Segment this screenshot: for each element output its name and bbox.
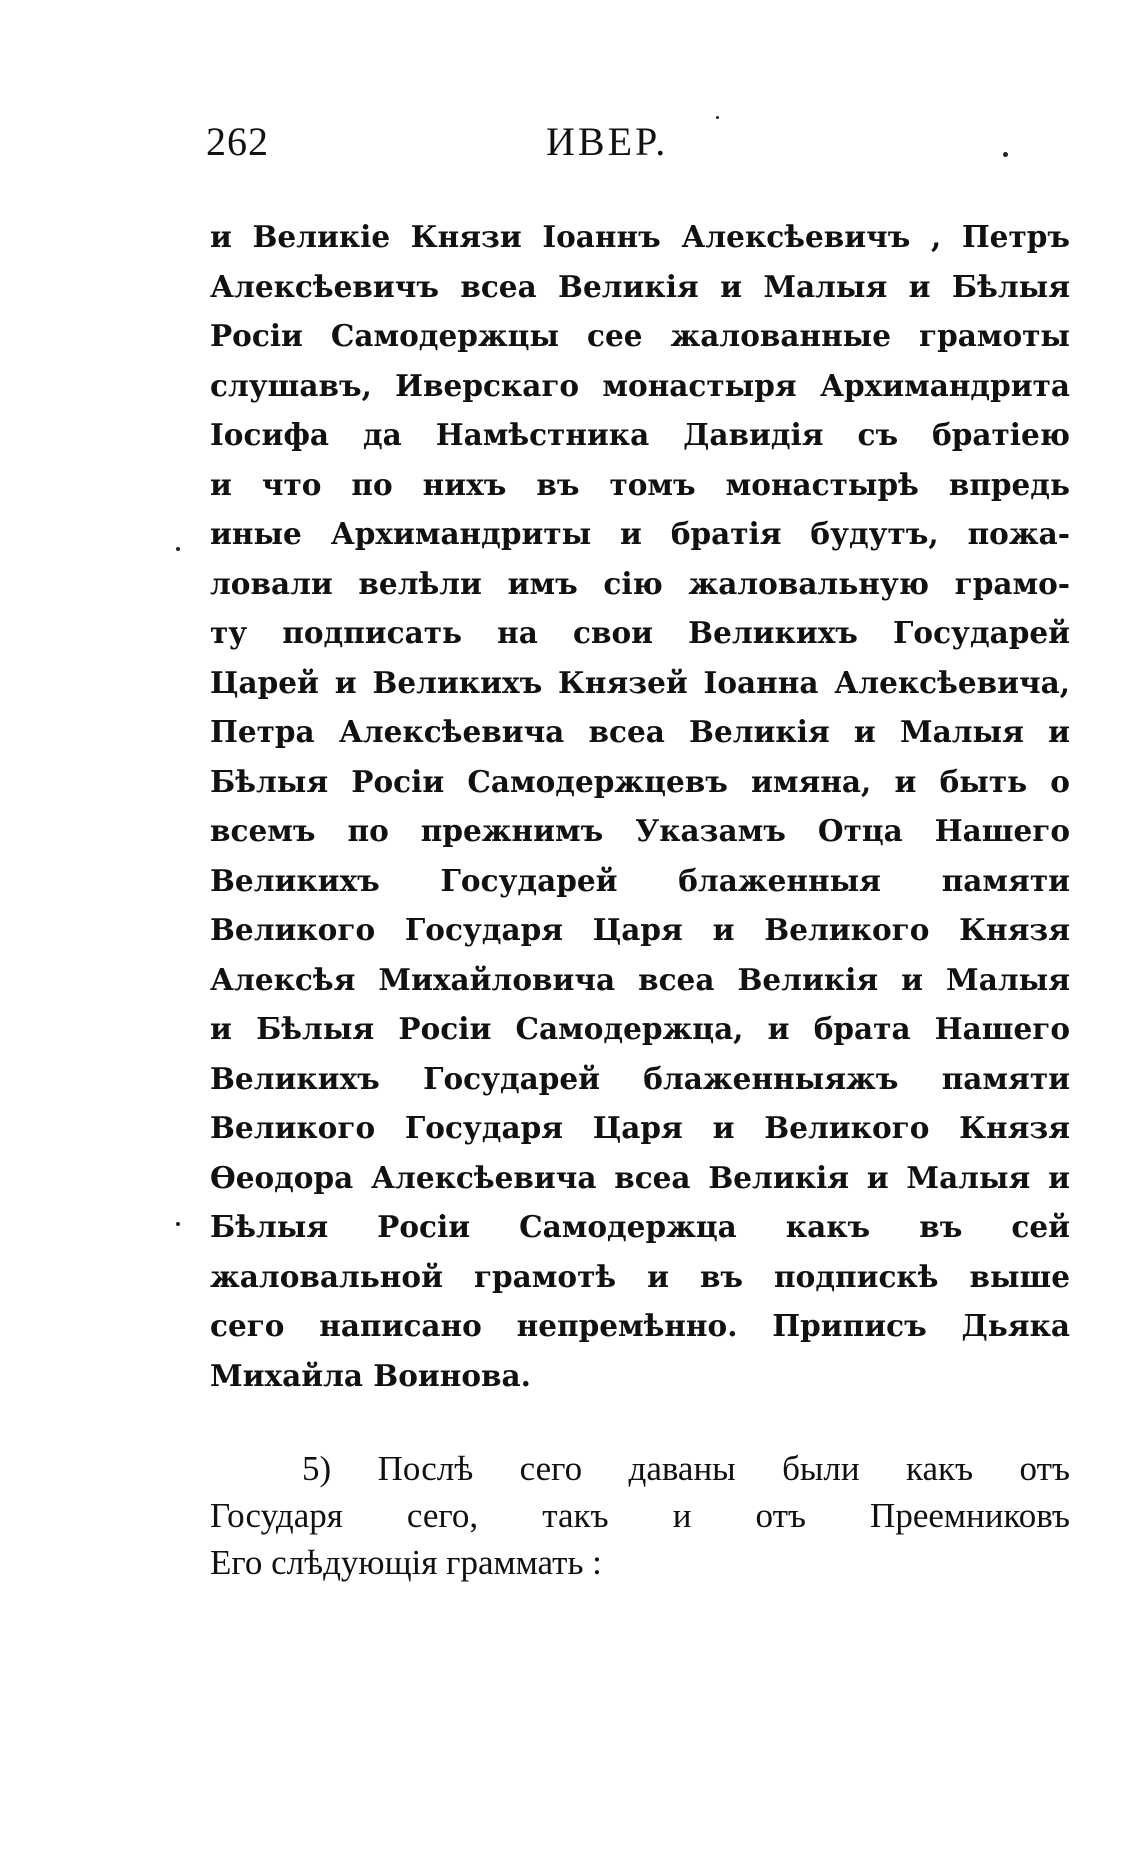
text-line: ловали велѣли имъ сію жаловальную грамо- xyxy=(210,565,1070,601)
page-number: 262 xyxy=(206,119,269,164)
page-header xyxy=(206,118,1026,168)
text-line: всемъ по прежнимъ Указамъ Отца Нашего xyxy=(210,813,1070,848)
text-line: Великого Государя Царя и Великого Князя xyxy=(210,912,1070,947)
text-line: Бѣлыя Росіи Самодержца какъ въ сей xyxy=(210,1209,1070,1244)
charter-text xyxy=(210,212,1070,1400)
text-line: Михайла Воинова. xyxy=(210,1357,531,1393)
text-line: Великого Государя Царя и Великого Князя xyxy=(210,1110,1070,1145)
print-speck xyxy=(176,1222,180,1226)
text-line: Царей и Великихъ Князей Іоанна Алексѣевича, xyxy=(210,664,1070,700)
text-line: Бѣлыя Росіи Самодержцевъ имяна, и быть о xyxy=(210,763,1070,799)
text-line: и Великіе Князи Іоаннъ Алексѣевичъ , Петръ xyxy=(210,219,1070,254)
text-line: и Бѣлыя Росіи Самодержца, и брата Нашего xyxy=(210,1011,1070,1046)
text-line: Алексѣевичъ всеа Великія и Малыя и Бѣлыя xyxy=(210,268,1070,304)
text-line: Великихъ Государей блаженныяжъ памяти xyxy=(210,1060,1070,1096)
section-line: 5) Послѣ сего даваны были какъ отъ xyxy=(302,1449,1070,1488)
text-line: Іосифа да Намѣстника Давидія съ братіею xyxy=(210,417,1070,452)
text-line: Петра Алексѣевича всеа Великія и Малыя и xyxy=(210,714,1070,749)
section-5 xyxy=(210,1445,1070,1586)
text-line: иные Архимандриты и братія будутъ, пожа- xyxy=(210,516,1070,551)
text-line: и что по нихъ въ томъ монастырѣ впредь xyxy=(210,466,1070,502)
text-line: Росіи Самодержцы сее жалованные грамоты xyxy=(210,318,1070,353)
print-speck xyxy=(176,547,180,551)
running-head: ИВЕР. xyxy=(546,119,669,164)
text-line: Великихъ Государей блаженныя памяти xyxy=(210,862,1070,898)
section-line: Государя сего, такъ и отъ Преемниковъ xyxy=(210,1496,1070,1535)
print-speck xyxy=(1003,152,1008,157)
text-line: ту подписать на свои Великихъ Государей xyxy=(210,615,1070,650)
text-line: сего написано непремѣнно. Приписъ Дьяка xyxy=(210,1308,1070,1343)
text-line: жаловальной грамотѣ и въ подпискѣ выше xyxy=(210,1258,1070,1294)
section-line: Его слѣдующія граммать : xyxy=(210,1543,602,1582)
text-line: Ѳеодора Алексѣевича всеа Великія и Малыя и xyxy=(210,1159,1070,1195)
text-line: слушавъ, Иверскаго монастыря Архимандрита xyxy=(210,367,1070,403)
print-speck xyxy=(716,116,719,119)
text-line: Алексѣя Михайловича всеа Великія и Малыя xyxy=(210,961,1070,997)
